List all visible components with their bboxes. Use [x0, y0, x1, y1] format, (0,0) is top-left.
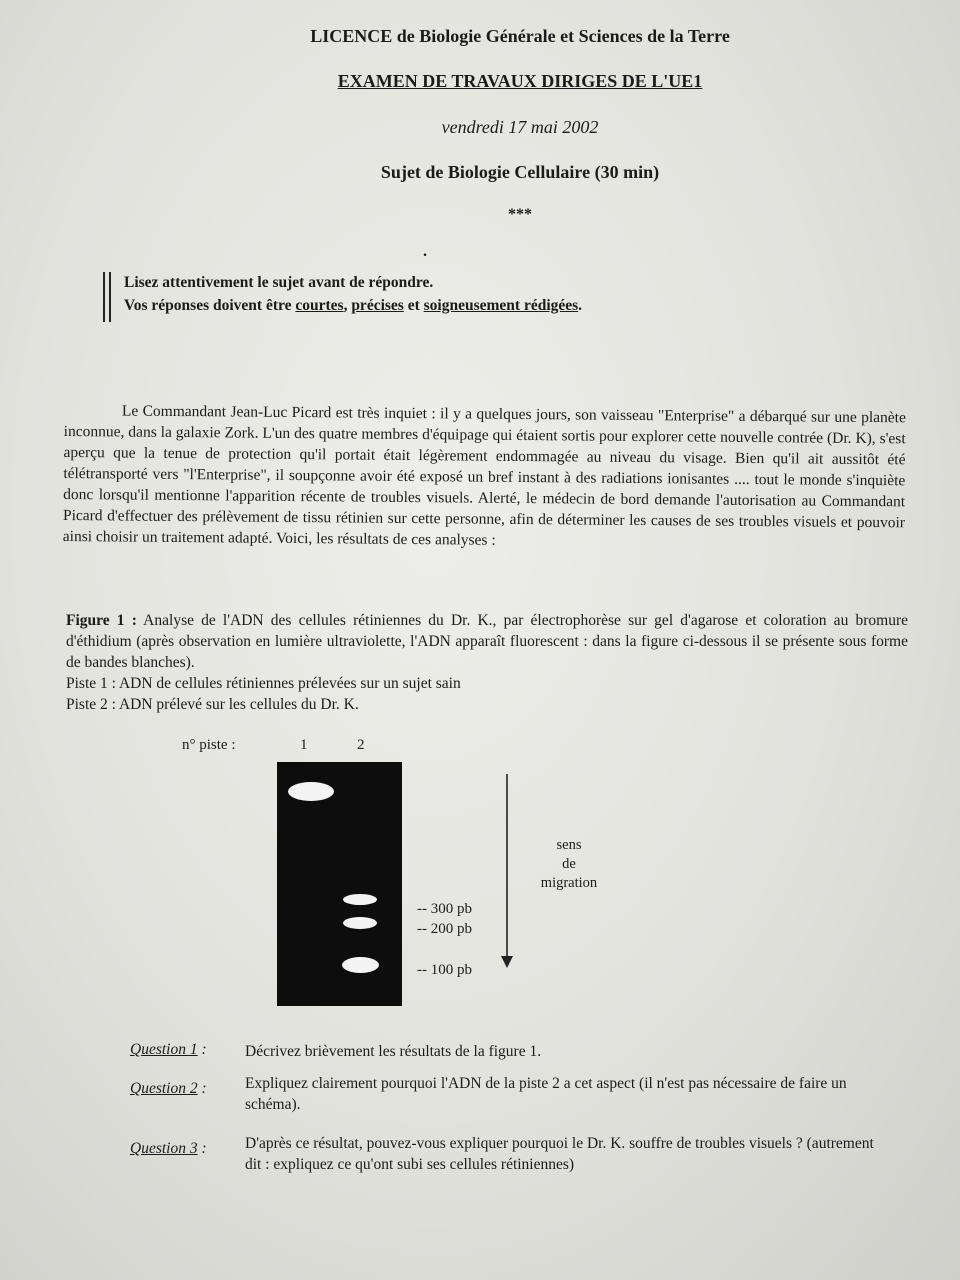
exam-title [0, 71, 960, 92]
gel-band-lane-2-300pb [343, 894, 377, 905]
question-3-label-text: Question 3 [130, 1140, 198, 1157]
separator-stars: *** [508, 206, 532, 223]
stray-dot: . [423, 243, 427, 260]
marker-100pb: -- 100 pb [417, 962, 472, 978]
gel-band-lane-2-100pb [342, 957, 379, 973]
notice-line-2 [124, 297, 582, 315]
question-3-label [130, 1140, 207, 1158]
question-3-sep: : [197, 1140, 207, 1157]
story-text: Le Commandant Jean-Luc Picard est très inquiet : il y a quelques jours, son vaisseau "Enterprise" a débarqué sur une planète inconnue, dans la galaxie Zork. L'un des quatre membres d'équipage qui étaient sortis pour explorer cette nouvelle contrée (Dr. K), s'est aperçu que la tenue de protection qu'il portait était légèrement endommagée au niveau du visage. Bien qu'il ait aussitôt été télétransporté vers "l'Enterprise", il soupçonne avoir été exposé un bref instant à des radiations ionisantes .... tout le monde s'inquiète donc lorsqu'il mentionne l'apparition récente de troubles visuels. Alerté, le médecin de bord demande l'autorisation au Commandant Picard d'effectuer des prélèvement de tissu rétinien sur cette personne, afin de déterminer les causes de ses troubles visuels et pouvoir ainsi choisir un traitement adapté. Voici, les résultats de ces analyses : [62, 402, 906, 549]
migration-label-line-2: de [562, 856, 576, 872]
notice-bar-right [109, 272, 111, 322]
question-1-label [130, 1041, 207, 1059]
story-paragraph [63, 400, 906, 554]
marker-200pb: -- 200 pb [417, 921, 472, 937]
question-2-label-text: Question 2 [130, 1080, 198, 1097]
piste-1-description: Piste 1 : ADN de cellules rétiniennes prélevées sur un sujet sain [66, 675, 461, 692]
lane-header: n° piste : [182, 737, 236, 753]
question-2-label [130, 1080, 207, 1098]
migration-label-line-3: migration [540, 875, 598, 891]
notice-word-soigneusement: soigneusement rédigées [423, 297, 579, 314]
subject-title: Sujet de Biologie Cellulaire (30 min) [380, 162, 660, 182]
lane-2-label: 2 [357, 737, 365, 753]
notice-bar-left [103, 272, 105, 322]
gel-band-lane-1 [288, 782, 334, 801]
notice-word-courtes: courtes [295, 297, 344, 314]
question-2-sep: : [197, 1080, 207, 1097]
notice-word-precises: précises [351, 297, 404, 314]
question-2-text: Expliquez clairement pourquoi l'ADN de la piste 2 a cet aspect (il n'est pas nécessaire de faire un schéma). [245, 1075, 847, 1113]
exam-title-text: EXAMEN DE TRAVAUX DIRIGES DE L'UE1 [337, 71, 703, 91]
migration-arrow-icon [495, 772, 519, 972]
licence-title: LICENCE de Biologie Générale et Sciences de la Terre [310, 26, 730, 46]
figure-label: Figure 1 : [66, 612, 137, 629]
question-1-sep: : [197, 1041, 207, 1058]
lane-1-label: 1 [300, 737, 308, 753]
migration-label [526, 836, 612, 893]
electrophoresis-gel [277, 762, 402, 1006]
gel-band-lane-2-200pb [343, 917, 377, 929]
notice-end: . [578, 297, 583, 314]
figure-caption [66, 610, 908, 673]
question-3-text: D'après ce résultat, pouvez-vous expliquer pourquoi le Dr. K. souffre de troubles visuels ? (autrement dit : expliquez ce qu'ont subi ses cellules rétiniennes) [245, 1135, 874, 1173]
question-1-text: Décrivez brièvement les résultats de la figure 1. [245, 1043, 542, 1060]
migration-label-line-1: sens [556, 837, 582, 853]
notice-line-2-start: Vos réponses doivent être [124, 297, 296, 314]
notice-sep-1: , [343, 297, 352, 314]
marker-300pb: -- 300 pb [417, 901, 472, 917]
notice-sep-2: et [403, 297, 424, 314]
question-1-label-text: Question 1 [130, 1041, 198, 1058]
figure-caption-text: Analyse de l'ADN des cellules rétiniennes du Dr. K., par électrophorèse sur gel d'agarose et coloration au bromure d'éthidium (après observation en lumière ultraviolette, l'ADN apparaît fluorescent : dans la figure ci-dessous il se présente sous forme de bandes blanches). [66, 612, 908, 671]
instructions-box [103, 270, 723, 324]
piste-2-description: Piste 2 : ADN prélevé sur les cellules du Dr. K. [66, 696, 359, 713]
figure-description [66, 610, 908, 715]
notice-line-1: Lisez attentivement le sujet avant de répondre. [124, 274, 434, 291]
exam-date: vendredi 17 mai 2002 [441, 117, 599, 137]
